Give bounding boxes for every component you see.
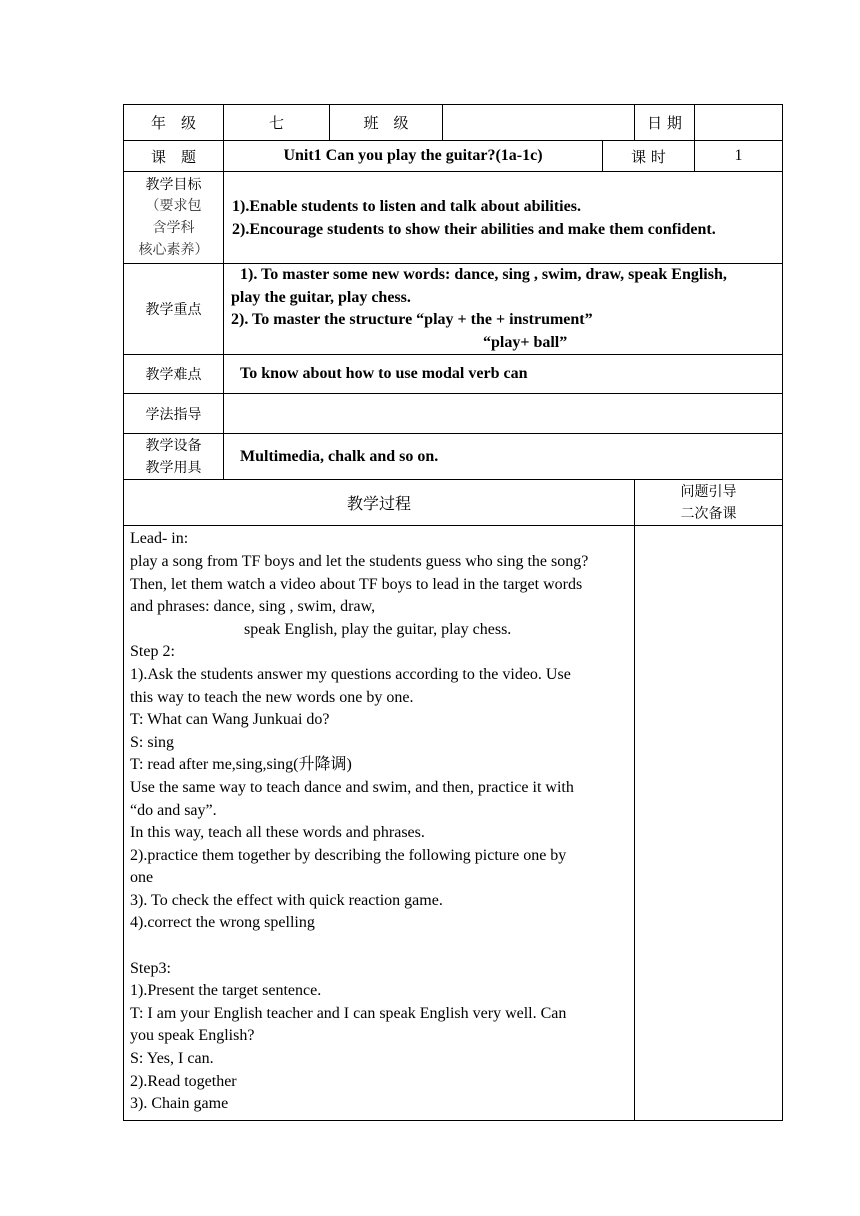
class-label: 班 级	[330, 105, 443, 141]
objectives-label	[124, 172, 224, 264]
objectives-label-line: 教学目标	[145, 176, 202, 193]
date-label: 日 期	[635, 105, 695, 141]
process-line: Step3:	[130, 959, 171, 977]
process-line: “do and say”.	[130, 801, 217, 819]
grade-value: 七	[224, 105, 330, 141]
process-side-title	[635, 480, 783, 526]
side-title-line: 问题引导	[680, 483, 737, 500]
topic-label: 课 题	[124, 141, 224, 172]
process-notes	[635, 526, 783, 1120]
process-line: one	[130, 869, 154, 887]
process-line: Use the same way to teach dance and swim, and then, practice it with	[130, 778, 574, 796]
difficulties-label: 教学难点	[124, 355, 224, 394]
process-content	[124, 526, 635, 1120]
difficulties-text: To know about how to use modal verb can	[224, 355, 783, 394]
period-value: 1	[695, 141, 783, 172]
process-line: In this way, teach all these words and phrases.	[130, 824, 425, 842]
key-point-line: 2). To master the structure “play + the + instrument”	[231, 311, 593, 329]
process-header-row	[124, 480, 783, 526]
period-label: 课 时	[603, 141, 695, 172]
process-line: speak English, play the guitar, play chess.	[244, 620, 512, 638]
process-line: Step 2:	[130, 643, 175, 661]
process-line: 1).Ask the students answer my questions according to the video. Use	[130, 665, 571, 683]
process-line: S: Yes, I can.	[130, 1050, 214, 1068]
process-content-row	[124, 526, 783, 1120]
guidance-row	[124, 394, 783, 434]
process-line: play a song from TF boys and let the students guess who sing the song?	[130, 552, 589, 570]
process-line: this way to teach the new words one by one.	[130, 688, 414, 706]
grade-label: 年 级	[124, 105, 224, 141]
lesson-plan-table	[123, 104, 783, 1121]
key-point-line: 1). To master some new words: dance, sing , swim, draw, speak English,	[240, 266, 727, 283]
guidance-text	[224, 394, 783, 434]
side-title-line: 二次备课	[680, 505, 737, 522]
process-line: 2).Read together	[130, 1072, 237, 1090]
process-line: and phrases: dance, sing , swim, draw,	[130, 598, 376, 616]
objective-line: 2).Encourage students to show their abilities and make them confident.	[232, 220, 716, 238]
process-title: 教学过程	[124, 480, 635, 526]
equipment-label-line: 教学设备	[145, 437, 202, 454]
equipment-row	[124, 434, 783, 480]
guidance-label: 学法指导	[124, 394, 224, 434]
process-line: T: I am your English teacher and I can speak English very well. Can	[130, 1004, 567, 1022]
process-line: T: read after me,sing,sing(升降调)	[130, 756, 352, 774]
process-line: Lead- in:	[130, 530, 189, 548]
date-value	[695, 105, 783, 141]
process-blank-line	[130, 935, 626, 958]
header-row-2	[124, 141, 783, 172]
process-line: 3). To check the effect with quick reaction game.	[130, 891, 443, 909]
process-line: S: sing	[130, 733, 175, 751]
objective-line: 1).Enable students to listen and talk about abilities.	[232, 197, 581, 215]
process-line: 4).correct the wrong spelling	[130, 914, 315, 932]
key-point-line: play the guitar, play chess.	[231, 288, 411, 306]
topic-value: Unit1 Can you play the guitar?(1a-1c)	[224, 141, 603, 172]
equipment-text: Multimedia, chalk and so on.	[224, 434, 783, 480]
equipment-label-line: 教学用具	[145, 459, 202, 476]
process-line: 1).Present the target sentence.	[130, 982, 322, 1000]
objectives-row	[124, 172, 783, 264]
objectives-label-line: 含学科	[152, 220, 195, 236]
process-line: Then, let them watch a video about TF boys to lead in the target words	[130, 575, 583, 593]
key-point-line: “play+ ball”	[483, 333, 568, 351]
key-points-label: 教学重点	[124, 264, 224, 355]
process-line: T: What can Wang Junkuai do?	[130, 711, 330, 729]
process-line: 3). Chain game	[130, 1095, 229, 1113]
process-line: you speak English?	[130, 1027, 255, 1045]
class-value	[443, 105, 635, 141]
key-points-row	[124, 264, 783, 355]
key-points-content	[224, 264, 783, 355]
objectives-label-line: 核心素养）	[138, 242, 209, 258]
equipment-label	[124, 434, 224, 480]
objectives-content	[224, 172, 783, 264]
difficulties-row	[124, 355, 783, 394]
objectives-label-line: （要求包	[145, 198, 202, 214]
header-row-1	[124, 105, 783, 141]
process-line: 2).practice them together by describing the following picture one by	[130, 846, 567, 864]
